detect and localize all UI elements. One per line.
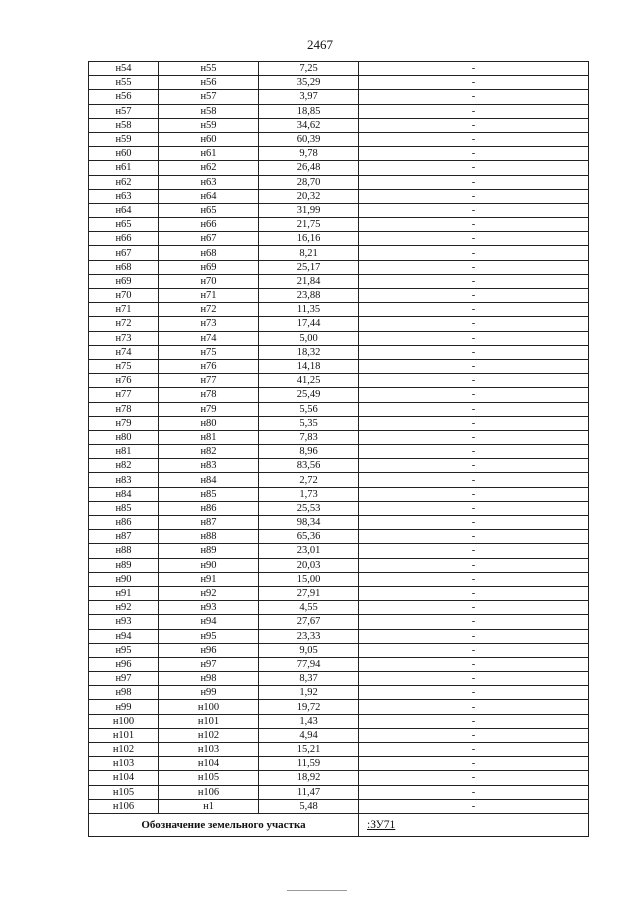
from-point-cell: н69 <box>89 274 159 288</box>
page-number: 2467 <box>307 37 333 52</box>
length-cell: 41,25 <box>259 374 359 388</box>
from-point-cell: н59 <box>89 132 159 146</box>
to-point-cell: н98 <box>159 672 259 686</box>
from-point-cell: н92 <box>89 601 159 615</box>
length-cell: 11,47 <box>259 785 359 799</box>
from-point-cell: н90 <box>89 572 159 586</box>
description-cell: - <box>359 232 589 246</box>
to-point-cell: н56 <box>159 76 259 90</box>
description-cell: - <box>359 572 589 586</box>
to-point-cell: н75 <box>159 345 259 359</box>
length-cell: 14,18 <box>259 359 359 373</box>
length-cell: 18,85 <box>259 104 359 118</box>
to-point-cell: н67 <box>159 232 259 246</box>
from-point-cell: н86 <box>89 516 159 530</box>
table-row <box>89 799 589 813</box>
length-cell: 28,70 <box>259 175 359 189</box>
to-point-cell: н58 <box>159 104 259 118</box>
to-point-cell: н55 <box>159 62 259 76</box>
length-cell: 1,92 <box>259 686 359 700</box>
from-point-cell: н67 <box>89 246 159 260</box>
to-point-cell: н79 <box>159 402 259 416</box>
table-row <box>89 459 589 473</box>
description-cell: - <box>359 76 589 90</box>
to-point-cell: н61 <box>159 147 259 161</box>
from-point-cell: н104 <box>89 771 159 785</box>
table-row <box>89 771 589 785</box>
to-point-cell: н60 <box>159 132 259 146</box>
from-point-cell: н78 <box>89 402 159 416</box>
from-point-cell: н58 <box>89 118 159 132</box>
table-row <box>89 218 589 232</box>
from-point-cell: н56 <box>89 90 159 104</box>
from-point-cell: н71 <box>89 303 159 317</box>
table-row <box>89 402 589 416</box>
length-cell: 8,37 <box>259 672 359 686</box>
description-cell: - <box>359 615 589 629</box>
length-cell: 5,00 <box>259 331 359 345</box>
to-point-cell: н71 <box>159 289 259 303</box>
description-cell: - <box>359 473 589 487</box>
length-cell: 18,32 <box>259 345 359 359</box>
table-row <box>89 359 589 373</box>
description-cell: - <box>359 118 589 132</box>
from-point-cell: н70 <box>89 289 159 303</box>
to-point-cell: н100 <box>159 700 259 714</box>
length-cell: 23,33 <box>259 629 359 643</box>
description-cell: - <box>359 388 589 402</box>
description-cell: - <box>359 132 589 146</box>
table-row <box>89 501 589 515</box>
to-point-cell: н72 <box>159 303 259 317</box>
from-point-cell: н63 <box>89 189 159 203</box>
description-cell: - <box>359 530 589 544</box>
to-point-cell: н97 <box>159 657 259 671</box>
table-row <box>89 686 589 700</box>
from-point-cell: н65 <box>89 218 159 232</box>
description-cell: - <box>359 714 589 728</box>
length-cell: 9,05 <box>259 643 359 657</box>
table-row <box>89 728 589 742</box>
from-point-cell: н88 <box>89 544 159 558</box>
scan-speck <box>287 890 347 891</box>
description-cell: - <box>359 189 589 203</box>
from-point-cell: н95 <box>89 643 159 657</box>
length-cell: 31,99 <box>259 203 359 217</box>
to-point-cell: н89 <box>159 544 259 558</box>
description-cell: - <box>359 161 589 175</box>
to-point-cell: н93 <box>159 601 259 615</box>
description-cell: - <box>359 303 589 317</box>
length-cell: 5,35 <box>259 416 359 430</box>
from-point-cell: н80 <box>89 430 159 444</box>
table-row <box>89 118 589 132</box>
table-body <box>89 62 589 814</box>
description-cell: - <box>359 643 589 657</box>
description-cell: - <box>359 686 589 700</box>
length-cell: 27,67 <box>259 615 359 629</box>
description-cell: - <box>359 785 589 799</box>
from-point-cell: н98 <box>89 686 159 700</box>
to-point-cell: н96 <box>159 643 259 657</box>
length-cell: 65,36 <box>259 530 359 544</box>
description-cell: - <box>359 274 589 288</box>
table-row <box>89 132 589 146</box>
description-cell: - <box>359 416 589 430</box>
description-cell: - <box>359 374 589 388</box>
from-point-cell: н64 <box>89 203 159 217</box>
table-row <box>89 331 589 345</box>
description-cell: - <box>359 203 589 217</box>
length-cell: 35,29 <box>259 76 359 90</box>
to-point-cell: н68 <box>159 246 259 260</box>
description-cell: - <box>359 359 589 373</box>
from-point-cell: н76 <box>89 374 159 388</box>
description-cell: - <box>359 586 589 600</box>
from-point-cell: н93 <box>89 615 159 629</box>
to-point-cell: н82 <box>159 445 259 459</box>
length-cell: 5,56 <box>259 402 359 416</box>
from-point-cell: н57 <box>89 104 159 118</box>
table-row <box>89 90 589 104</box>
length-cell: 4,94 <box>259 728 359 742</box>
to-point-cell: н90 <box>159 558 259 572</box>
from-point-cell: н54 <box>89 62 159 76</box>
description-cell: - <box>359 771 589 785</box>
description-cell: - <box>359 147 589 161</box>
to-point-cell: н69 <box>159 260 259 274</box>
table-row <box>89 303 589 317</box>
length-cell: 1,73 <box>259 487 359 501</box>
from-point-cell: н73 <box>89 331 159 345</box>
table-row <box>89 487 589 501</box>
from-point-cell: н68 <box>89 260 159 274</box>
table-row <box>89 544 589 558</box>
to-point-cell: н70 <box>159 274 259 288</box>
from-point-cell: н81 <box>89 445 159 459</box>
length-cell: 8,96 <box>259 445 359 459</box>
table-row <box>89 572 589 586</box>
length-cell: 4,55 <box>259 601 359 615</box>
table-row <box>89 232 589 246</box>
description-cell: - <box>359 459 589 473</box>
from-point-cell: н91 <box>89 586 159 600</box>
length-cell: 17,44 <box>259 317 359 331</box>
description-cell: - <box>359 90 589 104</box>
table-row <box>89 203 589 217</box>
to-point-cell: н76 <box>159 359 259 373</box>
table-row <box>89 629 589 643</box>
table-row <box>89 643 589 657</box>
length-cell: 83,56 <box>259 459 359 473</box>
length-cell: 25,49 <box>259 388 359 402</box>
length-cell: 3,97 <box>259 90 359 104</box>
table-row <box>89 317 589 331</box>
description-cell: - <box>359 62 589 76</box>
from-point-cell: н75 <box>89 359 159 373</box>
description-cell: - <box>359 757 589 771</box>
to-point-cell: н92 <box>159 586 259 600</box>
description-cell: - <box>359 487 589 501</box>
from-point-cell: н96 <box>89 657 159 671</box>
to-point-cell: н87 <box>159 516 259 530</box>
description-cell: - <box>359 402 589 416</box>
table-row <box>89 345 589 359</box>
length-cell: 21,84 <box>259 274 359 288</box>
to-point-cell: н95 <box>159 629 259 643</box>
from-point-cell: н77 <box>89 388 159 402</box>
length-cell: 34,62 <box>259 118 359 132</box>
to-point-cell: н57 <box>159 90 259 104</box>
table-row <box>89 388 589 402</box>
table-row <box>89 161 589 175</box>
table-row <box>89 601 589 615</box>
from-point-cell: н87 <box>89 530 159 544</box>
to-point-cell: н78 <box>159 388 259 402</box>
table-row <box>89 76 589 90</box>
length-cell: 1,43 <box>259 714 359 728</box>
length-cell: 25,17 <box>259 260 359 274</box>
table-row <box>89 62 589 76</box>
table-row <box>89 430 589 444</box>
length-cell: 21,75 <box>259 218 359 232</box>
footer-row <box>89 813 589 836</box>
to-point-cell: н1 <box>159 799 259 813</box>
description-cell: - <box>359 601 589 615</box>
to-point-cell: н101 <box>159 714 259 728</box>
description-cell: - <box>359 629 589 643</box>
description-cell: - <box>359 104 589 118</box>
length-cell: 15,21 <box>259 743 359 757</box>
description-cell: - <box>359 799 589 813</box>
description-cell: - <box>359 445 589 459</box>
table-row <box>89 445 589 459</box>
to-point-cell: н81 <box>159 430 259 444</box>
to-point-cell: н59 <box>159 118 259 132</box>
from-point-cell: н83 <box>89 473 159 487</box>
table-row <box>89 289 589 303</box>
length-cell: 15,00 <box>259 572 359 586</box>
description-cell: - <box>359 672 589 686</box>
table-row <box>89 516 589 530</box>
length-cell: 5,48 <box>259 799 359 813</box>
description-cell: - <box>359 345 589 359</box>
to-point-cell: н83 <box>159 459 259 473</box>
from-point-cell: н55 <box>89 76 159 90</box>
table-row <box>89 714 589 728</box>
to-point-cell: н73 <box>159 317 259 331</box>
length-cell: 23,88 <box>259 289 359 303</box>
description-cell: - <box>359 331 589 345</box>
table-row <box>89 374 589 388</box>
from-point-cell: н94 <box>89 629 159 643</box>
from-point-cell: н66 <box>89 232 159 246</box>
length-cell: 18,92 <box>259 771 359 785</box>
table-row <box>89 274 589 288</box>
to-point-cell: н77 <box>159 374 259 388</box>
length-cell: 20,32 <box>259 189 359 203</box>
description-cell: - <box>359 700 589 714</box>
table-row <box>89 615 589 629</box>
to-point-cell: н103 <box>159 743 259 757</box>
to-point-cell: н84 <box>159 473 259 487</box>
to-point-cell: н105 <box>159 771 259 785</box>
boundary-table <box>88 61 589 837</box>
description-cell: - <box>359 218 589 232</box>
length-cell: 9,78 <box>259 147 359 161</box>
from-point-cell: н89 <box>89 558 159 572</box>
from-point-cell: н102 <box>89 743 159 757</box>
from-point-cell: н84 <box>89 487 159 501</box>
to-point-cell: н104 <box>159 757 259 771</box>
to-point-cell: н102 <box>159 728 259 742</box>
length-cell: 2,72 <box>259 473 359 487</box>
table-row <box>89 104 589 118</box>
table-row <box>89 260 589 274</box>
to-point-cell: н88 <box>159 530 259 544</box>
to-point-cell: н64 <box>159 189 259 203</box>
length-cell: 25,53 <box>259 501 359 515</box>
table-row <box>89 175 589 189</box>
length-cell: 60,39 <box>259 132 359 146</box>
description-cell: - <box>359 246 589 260</box>
to-point-cell: н74 <box>159 331 259 345</box>
from-point-cell: н72 <box>89 317 159 331</box>
description-cell: - <box>359 558 589 572</box>
footer-value: :ЗУ71 <box>359 813 589 836</box>
to-point-cell: н62 <box>159 161 259 175</box>
footer-label: Обозначение земельного участка <box>89 813 359 836</box>
description-cell: - <box>359 260 589 274</box>
from-point-cell: н61 <box>89 161 159 175</box>
length-cell: 27,91 <box>259 586 359 600</box>
table-row <box>89 189 589 203</box>
length-cell: 26,48 <box>259 161 359 175</box>
length-cell: 8,21 <box>259 246 359 260</box>
to-point-cell: н80 <box>159 416 259 430</box>
description-cell: - <box>359 175 589 189</box>
length-cell: 20,03 <box>259 558 359 572</box>
length-cell: 77,94 <box>259 657 359 671</box>
length-cell: 23,01 <box>259 544 359 558</box>
table-row <box>89 558 589 572</box>
table-row <box>89 657 589 671</box>
table-row <box>89 672 589 686</box>
from-point-cell: н82 <box>89 459 159 473</box>
table-row <box>89 416 589 430</box>
description-cell: - <box>359 516 589 530</box>
length-cell: 11,35 <box>259 303 359 317</box>
from-point-cell: н106 <box>89 799 159 813</box>
to-point-cell: н85 <box>159 487 259 501</box>
from-point-cell: н74 <box>89 345 159 359</box>
description-cell: - <box>359 728 589 742</box>
from-point-cell: н60 <box>89 147 159 161</box>
from-point-cell: н105 <box>89 785 159 799</box>
to-point-cell: н94 <box>159 615 259 629</box>
description-cell: - <box>359 317 589 331</box>
length-cell: 7,83 <box>259 430 359 444</box>
length-cell: 16,16 <box>259 232 359 246</box>
table-row <box>89 246 589 260</box>
to-point-cell: н63 <box>159 175 259 189</box>
description-cell: - <box>359 501 589 515</box>
table-row <box>89 757 589 771</box>
description-cell: - <box>359 289 589 303</box>
table-row <box>89 785 589 799</box>
to-point-cell: н91 <box>159 572 259 586</box>
to-point-cell: н65 <box>159 203 259 217</box>
description-cell: - <box>359 544 589 558</box>
from-point-cell: н101 <box>89 728 159 742</box>
from-point-cell: н62 <box>89 175 159 189</box>
from-point-cell: н79 <box>89 416 159 430</box>
from-point-cell: н85 <box>89 501 159 515</box>
table-row <box>89 473 589 487</box>
description-cell: - <box>359 657 589 671</box>
length-cell: 7,25 <box>259 62 359 76</box>
table-row <box>89 586 589 600</box>
table-row <box>89 743 589 757</box>
from-point-cell: н103 <box>89 757 159 771</box>
length-cell: 98,34 <box>259 516 359 530</box>
to-point-cell: н86 <box>159 501 259 515</box>
table-row <box>89 147 589 161</box>
length-cell: 11,59 <box>259 757 359 771</box>
description-cell: - <box>359 430 589 444</box>
description-cell: - <box>359 743 589 757</box>
length-cell: 19,72 <box>259 700 359 714</box>
to-point-cell: н99 <box>159 686 259 700</box>
table-row <box>89 530 589 544</box>
from-point-cell: н100 <box>89 714 159 728</box>
from-point-cell: н99 <box>89 700 159 714</box>
to-point-cell: н106 <box>159 785 259 799</box>
to-point-cell: н66 <box>159 218 259 232</box>
table-row <box>89 700 589 714</box>
from-point-cell: н97 <box>89 672 159 686</box>
